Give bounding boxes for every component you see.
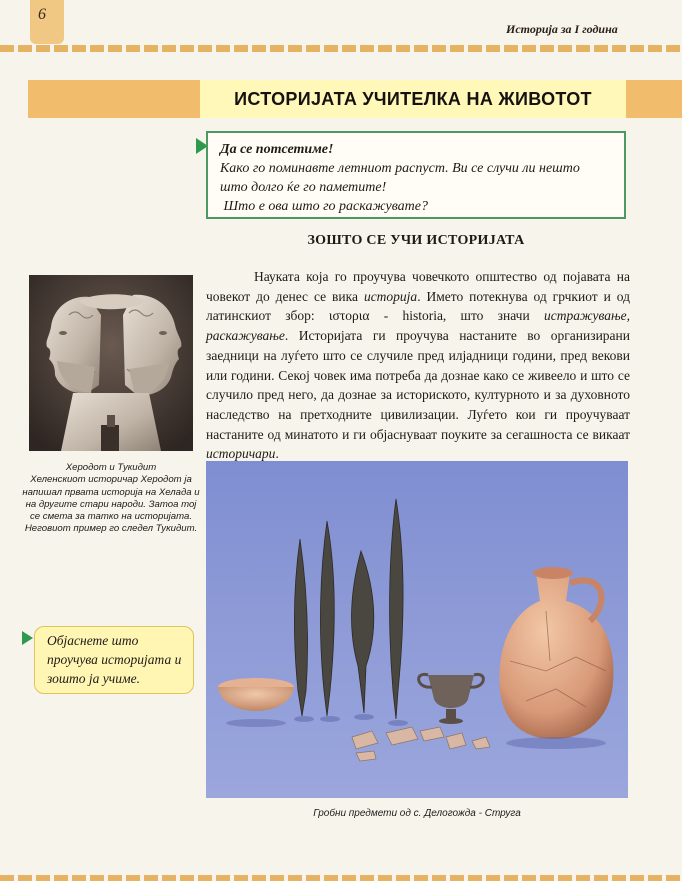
body-text-part-3: . Историјата ги проучува настаните во организирани заедници на луѓето што се случиле пред илјадници години, пред векови или години. Секој човек има потреба да дознае како се живеело и што се случило пред него, да дознае за историското, културното и за духовното наследство на претходните цивилизации. Луѓето кои ги проучуваат настаните од минатото и ги објаснуваат поуките за сегашноста се викаат	[206, 328, 630, 442]
bust-caption	[22, 462, 200, 536]
recall-heading: Да се потсетиме!	[220, 142, 334, 157]
herodotus-thucydides-bust-photo	[29, 275, 193, 451]
recall-line-1: Како го поминавте летниот распуст. Ви се случи ли нешто	[220, 161, 580, 176]
banner-left-block	[28, 80, 200, 118]
recall-line-3: Што е ова што го раскажувате?	[220, 199, 429, 214]
header-decorative-border	[0, 45, 682, 52]
artifacts-caption: Гробни предмети од с. Делогожда - Струга	[313, 808, 521, 819]
term-history: историја	[363, 288, 418, 304]
footer-decorative-border	[0, 875, 682, 881]
recall-box	[206, 131, 626, 219]
body-text-part-2: . Името потекнува од грчкиот и од латинскиот збор: ιστορια - historia, што значи	[206, 288, 630, 324]
grave-artifacts-photo	[206, 461, 628, 798]
exercise-arrow-icon	[22, 631, 33, 645]
body-paragraph	[206, 267, 630, 464]
exercise-box	[34, 626, 194, 694]
double-herm-bust-illustration	[29, 275, 193, 451]
body-text-part-1: Науката која го проучува човечкото општество од појавата на човекот до денес се вика	[206, 269, 630, 304]
exercise-text: Објаснете што проучува историјата и зошто ја учиме.	[47, 633, 182, 686]
recall-line-2: што долго ќе го паметите!	[220, 180, 387, 195]
running-header-title: Историја за I година	[506, 22, 618, 36]
bust-caption-title: Херодот и Тукидит	[65, 462, 157, 473]
page-number: 6	[38, 6, 46, 23]
page-number-tab	[30, 0, 64, 44]
term-meaning: истражување, раскажување	[206, 308, 630, 344]
body-text-part-4: .	[275, 446, 279, 462]
bust-caption-text: Хеленскиот историчар Херодот ја напишал првата историја на Хелада и на другите стари народи. Затоа тој се смета за татко на историјата. Неговиот пример го следел Тукидит.	[22, 474, 200, 535]
chapter-title: ИСТОРИЈАТА УЧИТЕЛКА НА ЖИВОТОТ	[234, 89, 592, 109]
section-title: ЗОШТО СЕ УЧИ ИСТОРИЈАТА	[307, 233, 525, 248]
artifacts-illustration	[206, 461, 628, 798]
banner-right-block	[626, 80, 682, 118]
term-historians: историчари	[206, 446, 276, 462]
